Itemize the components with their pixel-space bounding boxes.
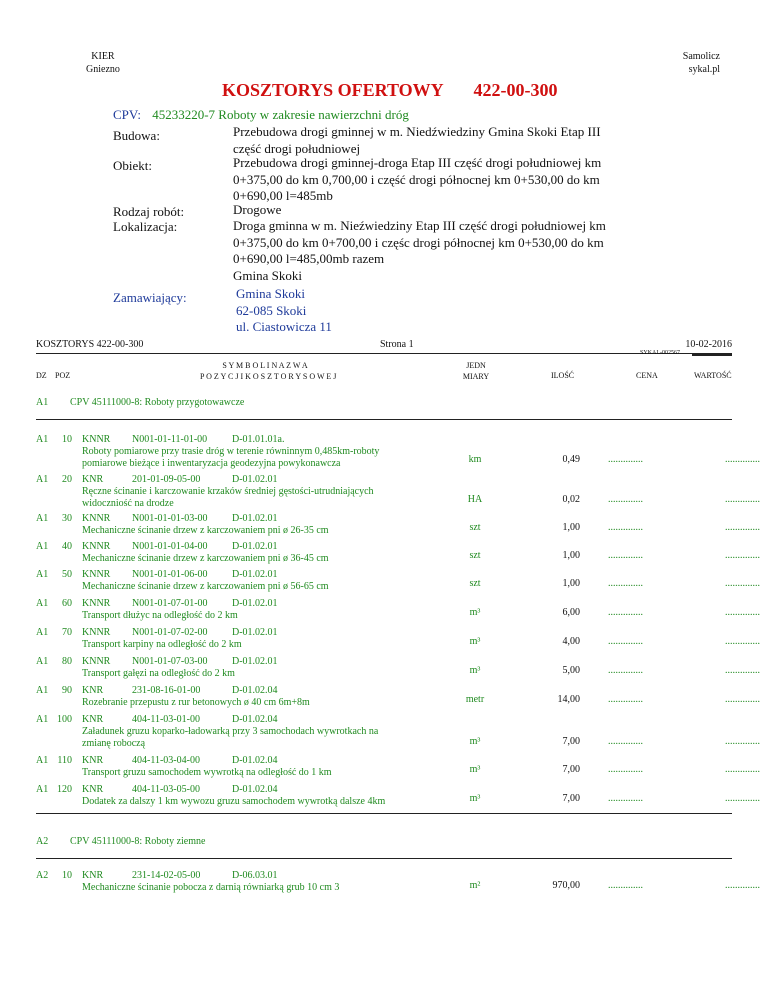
- row-description: [82, 569, 452, 593]
- doc-id: KOSZTORYS 422-00-300: [36, 339, 144, 350]
- row-desc-line: Transport gałęzi na odległość do 2 km: [82, 668, 235, 679]
- row-description: [82, 685, 452, 709]
- row-description: [82, 784, 452, 808]
- col-symbol: [200, 360, 337, 382]
- row-qty: 7,00: [562, 793, 580, 804]
- row-desc-line: Transport dłużyc na odległość do 2 km: [82, 610, 238, 621]
- row-spec: D-01.02.01: [232, 569, 278, 580]
- lokalizacja-line: Droga gminna w m. Nieźwiedziny Etap III część drogi południowej km: [233, 218, 606, 233]
- zamawiajacy-line: 62-085 Skoki: [236, 302, 307, 318]
- col-ilosc: ILOŚĆ: [551, 371, 575, 380]
- row-poz: 30: [62, 513, 72, 524]
- row-desc-line: Mechaniczne ścinanie drzew z karczowaniem pni ø 36-45 cm: [82, 553, 329, 564]
- row-qty: 0,49: [562, 454, 580, 465]
- title-main: KOSZTORYS OFERTOWY: [222, 80, 443, 100]
- row-catalog: KNNR: [82, 513, 111, 524]
- lokalizacja-line: 0+375,00 do km 0+700,00 i częśc drogi północnej km 0+530,00 do km: [233, 234, 604, 250]
- table-row: [0, 474, 768, 510]
- row-spec: D-01.02.01: [232, 598, 278, 609]
- row-description: [82, 627, 452, 651]
- table-row: [0, 541, 768, 565]
- row-dz: A1: [36, 714, 49, 725]
- row-unit: m³: [469, 736, 481, 747]
- row-value: ..............: [725, 578, 760, 589]
- col-jedn-line2: MIARY: [462, 372, 490, 381]
- row-poz: 20: [62, 474, 72, 485]
- row-catalog: KNNR: [82, 569, 111, 580]
- page-title: [222, 80, 557, 101]
- row-unit: m²: [469, 880, 481, 891]
- row-value: ..............: [725, 880, 760, 891]
- row-desc-line: Rozebranie przepustu z rur betonowych ø 40 cm 6m+8m: [82, 697, 310, 708]
- row-spec: D-01.02.04: [232, 784, 278, 795]
- row-spec: D-01.02.04: [232, 685, 278, 696]
- row-desc-line: Transport karpiny na odległość do 2 km: [82, 639, 242, 650]
- row-value: ..............: [725, 636, 760, 647]
- cpv-label: CPV:: [113, 107, 141, 122]
- col-jedn-line1: JEDN: [466, 361, 486, 370]
- row-price: ..............: [608, 454, 643, 465]
- row-spec: D-01.02.04: [232, 714, 278, 725]
- row-unit: szt: [469, 578, 481, 589]
- row-code: 231-14-02-05-00: [132, 870, 201, 881]
- row-price: ..............: [608, 736, 643, 747]
- row-value: ..............: [725, 793, 760, 804]
- budowa-line: Przebudowa drogi gminnej w m. Niedźwiedziny Gmina Skoki Etap III: [233, 124, 601, 139]
- lokalizacja-value: [233, 218, 606, 284]
- row-catalog: KNR: [82, 755, 104, 766]
- table-row: [0, 569, 768, 593]
- row-spec: D-01.01.01a.: [232, 434, 285, 445]
- zamawiajacy-label: Zamawiający:: [113, 290, 187, 305]
- row-value: ..............: [725, 607, 760, 618]
- row-qty: 0,02: [562, 494, 580, 505]
- table-row: [0, 755, 768, 779]
- row-unit: km: [468, 454, 482, 465]
- table-row: [0, 870, 768, 894]
- row-price: ..............: [608, 578, 643, 589]
- row-poz: 90: [62, 685, 72, 696]
- table-row: [0, 685, 768, 709]
- row-catalog: KNR: [82, 714, 104, 725]
- row-desc-line: Roboty pomiarowe przy trasie dróg w terenie równinnym 0,485km-roboty: [82, 446, 380, 457]
- row-qty: 4,00: [562, 636, 580, 647]
- row-dz: A1: [36, 784, 49, 795]
- row-dz: A1: [36, 541, 49, 552]
- zamawiajacy-line: Gmina Skoki: [236, 286, 305, 301]
- row-spec: D-01.02.01: [232, 474, 278, 485]
- row-description: [82, 474, 452, 510]
- row-unit: szt: [469, 522, 481, 533]
- row-price: ..............: [608, 494, 643, 505]
- rodzaj-label: Rodzaj robót:: [113, 204, 185, 219]
- rodzaj-value: Drogowe: [233, 202, 282, 217]
- table-row: [0, 656, 768, 680]
- row-poz: 80: [62, 656, 72, 667]
- row-poz: 10: [62, 870, 72, 881]
- row-description: [82, 513, 452, 537]
- row-dz: A1: [36, 434, 49, 445]
- row-description: [82, 870, 452, 894]
- row-dz: A1: [36, 755, 49, 766]
- lokalizacja-line: 0+690,00 l=485,00mb razem: [233, 251, 385, 266]
- section-code: A1: [36, 397, 49, 408]
- row-qty: 7,00: [562, 764, 580, 775]
- row-poz: 60: [62, 598, 72, 609]
- row-desc-line: widoczniość na drodze: [82, 498, 174, 509]
- row-desc-line: pomiarowe bieżące i inwentaryzacja geodezyjna powykonawcza: [82, 458, 341, 469]
- budowa-line: część drogi południowej: [233, 140, 361, 156]
- lokalizacja-line: Gmina Skoki: [233, 267, 302, 283]
- row-desc-line: Transport gruzu samochodem wywrotką na odległość do 1 km: [82, 767, 332, 778]
- row-catalog: KNNR: [82, 627, 111, 638]
- row-spec: D-01.02.01: [232, 513, 278, 524]
- obiekt-line: 0+690,00 l=485mb: [233, 188, 333, 203]
- row-catalog: KNNR: [82, 656, 111, 667]
- row-catalog: KNNR: [82, 434, 111, 445]
- row-desc-line: Mechaniczne ścinanie drzew z karczowaniem pni ø 26-35 cm: [82, 525, 329, 536]
- row-dz: A1: [36, 513, 49, 524]
- row-price: ..............: [608, 764, 643, 775]
- title-number: 422-00-300: [473, 80, 558, 100]
- row-code: N001-01-01-04-00: [132, 541, 208, 552]
- row-description: [82, 434, 452, 470]
- row-catalog: KNR: [82, 870, 104, 881]
- row-unit: m³: [469, 636, 481, 647]
- row-value: ..............: [725, 454, 760, 465]
- row-qty: 14,00: [557, 694, 580, 705]
- obiekt-label: Obiekt:: [113, 158, 152, 173]
- table-row: [0, 513, 768, 537]
- col-cena: CENA: [636, 371, 658, 380]
- print-date: 10-02-2016: [685, 339, 732, 350]
- row-qty: 970,00: [552, 880, 580, 891]
- row-catalog: KNR: [82, 474, 104, 485]
- row-code: N001-01-01-03-00: [132, 513, 208, 524]
- row-code: N001-01-07-03-00: [132, 656, 208, 667]
- row-dz: A2: [36, 870, 49, 881]
- row-code: 231-08-16-01-00: [132, 685, 201, 696]
- row-code: N001-01-01-06-00: [132, 569, 208, 580]
- row-catalog: KNNR: [82, 598, 111, 609]
- row-poz: 70: [62, 627, 72, 638]
- section-title: CPV 45111000-8: Roboty ziemne: [70, 836, 206, 847]
- section-end-rule: [36, 813, 732, 814]
- row-dz: A1: [36, 569, 49, 580]
- budowa-value: [233, 124, 601, 157]
- company-city: Gniezno: [86, 64, 120, 75]
- obiekt-value: [233, 155, 601, 205]
- row-catalog: KNR: [82, 685, 104, 696]
- row-dz: A1: [36, 598, 49, 609]
- header-rule: [36, 353, 732, 354]
- row-code: 404-11-03-04-00: [132, 755, 200, 766]
- tag-rule: [692, 353, 732, 356]
- row-code: 404-11-03-01-00: [132, 714, 200, 725]
- row-poz: 10: [62, 434, 72, 445]
- section-rule: [36, 858, 732, 859]
- col-symbol-line2: P O Z Y C J I K O S Z T O R Y S O W E J: [200, 372, 337, 381]
- col-jedn: [458, 360, 494, 382]
- author-name: Samolicz: [682, 51, 720, 62]
- table-row: [0, 714, 768, 750]
- table-row: [0, 434, 768, 470]
- table-row: [0, 598, 768, 622]
- zamawiajacy-value: [236, 286, 332, 336]
- row-dz: A1: [36, 627, 49, 638]
- lokalizacja-label: Lokalizacja:: [113, 219, 178, 234]
- author-site: sykal.pl: [688, 64, 720, 75]
- section-code: A2: [36, 836, 49, 847]
- row-description: [82, 598, 452, 622]
- cpv-line: [113, 107, 409, 123]
- row-price: ..............: [608, 550, 643, 561]
- row-unit: metr: [465, 694, 485, 705]
- row-desc-line: Mechaniczne ścinanie pobocza z darnią równiarką grub 10 cm 3: [82, 882, 340, 893]
- section-title: CPV 45111000-8: Roboty przygotowawcze: [70, 397, 245, 408]
- row-value: ..............: [725, 736, 760, 747]
- row-poz: 50: [62, 569, 72, 580]
- table-row: [0, 784, 768, 808]
- row-code: 404-11-03-05-00: [132, 784, 200, 795]
- row-price: ..............: [608, 793, 643, 804]
- cpv-value: 45233220-7 Roboty w zakresie nawierzchni dróg: [152, 107, 409, 122]
- company-name: KIER: [91, 51, 115, 62]
- row-value: ..............: [725, 494, 760, 505]
- obiekt-line: 0+375,00 do km 0,700,00 i część drogi północnej km 0+530,00 do km: [233, 171, 600, 187]
- row-poz: 40: [62, 541, 72, 552]
- row-catalog: KNNR: [82, 541, 111, 552]
- row-desc-line: zmianę roboczą: [82, 738, 146, 749]
- row-poz: 110: [57, 755, 72, 766]
- row-desc-line: Załadunek gruzu koparko-ładowarką przy 3 samochodach wywrotkach na: [82, 726, 379, 737]
- row-catalog: KNR: [82, 784, 104, 795]
- zamawiajacy-line: ul. Ciastowicza 11: [236, 319, 332, 334]
- row-code: N001-01-11-01-00: [132, 434, 208, 445]
- row-description: [82, 541, 452, 565]
- section-rule: [36, 419, 732, 420]
- row-price: ..............: [608, 636, 643, 647]
- row-desc-line: Dodatek za dalszy 1 km wywozu gruzu samochodem wywrotką dalsze 4km: [82, 796, 386, 807]
- row-description: [82, 755, 452, 779]
- row-price: ..............: [608, 665, 643, 676]
- row-description: [82, 656, 452, 680]
- row-desc-line: Mechaniczne ścinanie drzew z karczowaniem pni ø 56-65 cm: [82, 581, 329, 592]
- col-wartosc: WARTOŚĆ: [694, 371, 732, 380]
- company-left: [86, 50, 120, 76]
- col-poz: POZ: [55, 371, 71, 380]
- row-unit: m³: [469, 793, 481, 804]
- row-value: ..............: [725, 665, 760, 676]
- row-spec: D-06.03.01: [232, 870, 278, 881]
- row-poz: 100: [57, 714, 72, 725]
- row-qty: 1,00: [562, 550, 580, 561]
- section-a1: [36, 397, 245, 408]
- row-spec: D-01.02.01: [232, 656, 278, 667]
- row-qty: 7,00: [562, 736, 580, 747]
- row-value: ..............: [725, 694, 760, 705]
- row-desc-line: Ręczne ścinanie i karczowanie krzaków średniej gęstości-utrudniających: [82, 486, 374, 497]
- row-qty: 6,00: [562, 607, 580, 618]
- row-qty: 5,00: [562, 665, 580, 676]
- row-price: ..............: [608, 694, 643, 705]
- obiekt-line: Przebudowa drogi gminnej-droga Etap III część drogi południowej km: [233, 155, 602, 170]
- table-row: [0, 627, 768, 651]
- row-unit: m³: [469, 665, 481, 676]
- row-description: [82, 714, 452, 750]
- row-spec: D-01.02.04: [232, 755, 278, 766]
- col-symbol-line1: S Y M B O L I N A Z W A: [222, 361, 308, 370]
- row-unit: m³: [469, 764, 481, 775]
- row-code: N001-01-07-01-00: [132, 598, 208, 609]
- row-code: N001-01-07-02-00: [132, 627, 208, 638]
- author-right: [640, 50, 720, 76]
- row-value: ..............: [725, 522, 760, 533]
- row-price: ..............: [608, 522, 643, 533]
- row-value: ..............: [725, 764, 760, 775]
- row-price: ..............: [608, 607, 643, 618]
- row-unit: HA: [467, 494, 483, 505]
- row-unit: m³: [469, 607, 481, 618]
- sykal-tag: SYKAL-002567: [640, 350, 680, 356]
- col-dz: DZ: [36, 371, 47, 380]
- row-qty: 1,00: [562, 522, 580, 533]
- row-code: 201-01-09-05-00: [132, 474, 201, 485]
- row-dz: A1: [36, 685, 49, 696]
- row-spec: D-01.02.01: [232, 541, 278, 552]
- row-spec: D-01.02.01: [232, 627, 278, 638]
- row-value: ..............: [725, 550, 760, 561]
- row-qty: 1,00: [562, 578, 580, 589]
- row-dz: A1: [36, 656, 49, 667]
- row-price: ..............: [608, 880, 643, 891]
- row-dz: A1: [36, 474, 49, 485]
- row-unit: szt: [469, 550, 481, 561]
- budowa-label: Budowa:: [113, 128, 160, 143]
- row-poz: 120: [57, 784, 72, 795]
- section-a2: [36, 836, 206, 847]
- page-number: Strona 1: [380, 339, 414, 350]
